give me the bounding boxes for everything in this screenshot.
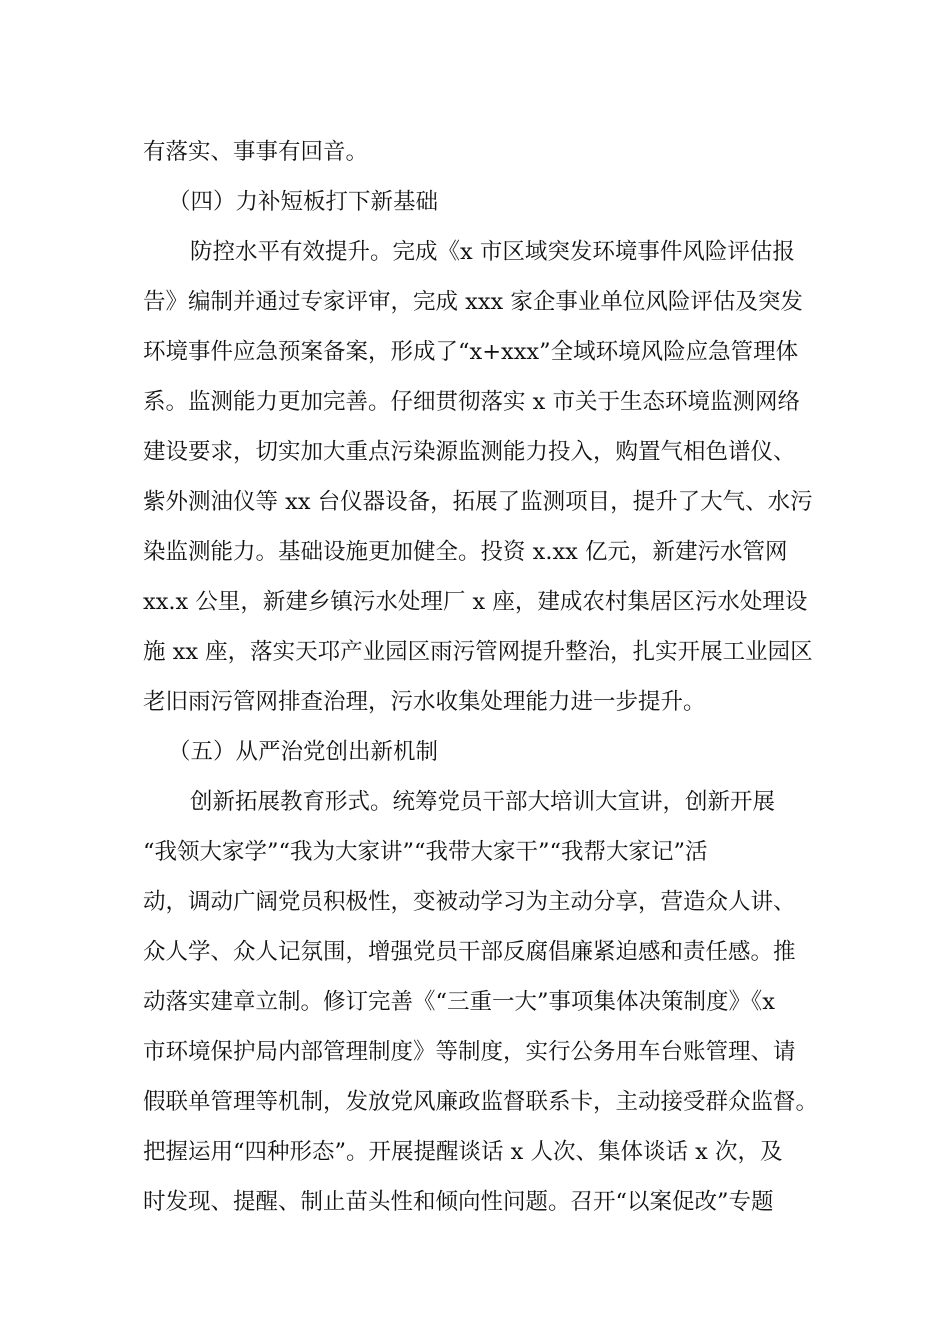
text-line: 众人学、众人记氛围，增强党员干部反腐倡廉紧迫感和责任感。推 bbox=[143, 939, 796, 965]
text-line: 有落实、事事有回音。 bbox=[143, 139, 369, 165]
section-heading-5: （五）从严治党创出新机制 bbox=[168, 739, 439, 765]
text-line: 施 xx 座，落实天邛产业园区雨污管网提升整治，扎实开展工业园区 bbox=[143, 639, 813, 665]
text-line: 环境事件应急预案备案，形成了“x+xxx”全域环境风险应急管理体 bbox=[143, 339, 799, 365]
text-line: 建设要求，切实加大重点污染源监测能力投入，购置气相色谱仪、 bbox=[143, 439, 796, 465]
text-line: 染监测能力。基础设施更加健全。投资 x.xx 亿元，新建污水管网 bbox=[143, 539, 788, 565]
text-line: 市环境保护局内部管理制度》等制度，实行公务用车台账管理、请 bbox=[143, 1039, 796, 1065]
text-line: 把握运用“四种形态”。开展提醒谈话 x 人次、集体谈话 x 次，及 bbox=[143, 1139, 783, 1165]
section-heading-4: （四）力补短板打下新基础 bbox=[168, 189, 439, 215]
text-line: 动落实建章立制。修订完善《“三重一大”事项集体决策制度》《x bbox=[143, 989, 775, 1015]
text-line: 创新拓展教育形式。统筹党员干部大培训大宣讲，创新开展 bbox=[190, 789, 776, 815]
text-line: 紫外测油仪等 xx 台仪器设备，拓展了监测项目，提升了大气、水污 bbox=[143, 489, 813, 515]
text-line: 告》编制并通过专家评审，完成 xxx 家企事业单位风险评估及突发 bbox=[143, 289, 803, 315]
text-line: 假联单管理等机制，发放党风廉政监督联系卡，主动接受群众监督。 bbox=[143, 1089, 819, 1115]
text-line: 系。监测能力更加完善。仔细贯彻落实 x 市关于生态环境监测网络 bbox=[143, 389, 800, 415]
text-line: xx.x 公里，新建乡镇污水处理厂 x 座，建成农村集居区污水处理设 bbox=[143, 589, 808, 615]
text-line: 老旧雨污管网排查治理，污水收集处理能力进一步提升。 bbox=[143, 689, 706, 715]
text-line: 防控水平有效提升。完成《x 市区域突发环境事件风险评估报 bbox=[190, 239, 795, 265]
text-line: “我领大家学”“我为大家讲”“我带大家干”“我帮大家记”活 bbox=[143, 839, 708, 865]
text-line: 动，调动广阔党员积极性，变被动学习为主动分享，营造众人讲、 bbox=[143, 889, 796, 915]
text-line: 时发现、提醒、制止苗头性和倾向性问题。召开“以案促改”专题 bbox=[143, 1189, 774, 1215]
